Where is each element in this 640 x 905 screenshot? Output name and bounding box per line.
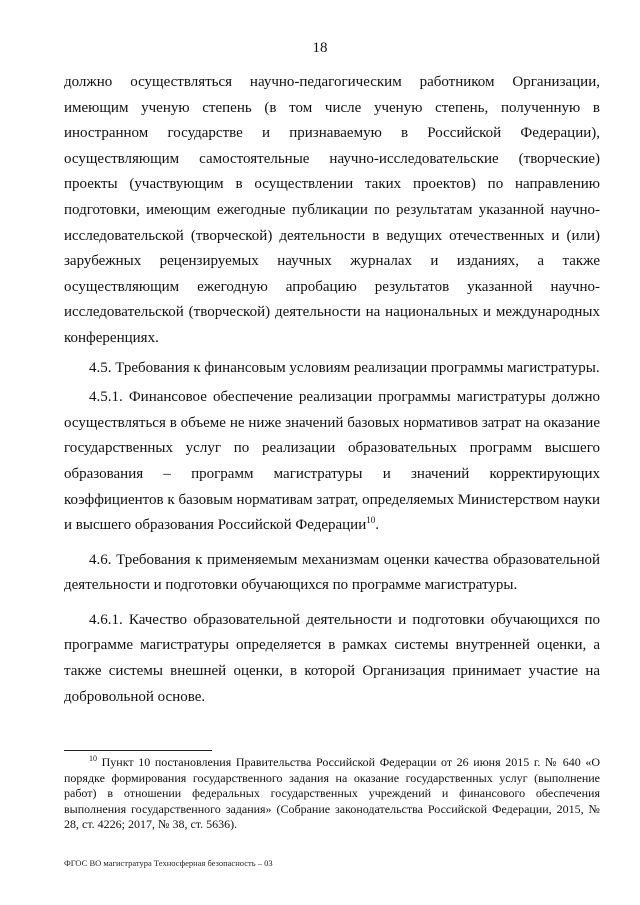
section-4-5-1-text: 4.5.1. Финансовое обеспечение реализации программы магистратуры должно осуществляться в объеме не ниже значений базовых нормативов затрат на оказание государственных услуг по реализации образовательных программ высшего образования – программ магистратуры и значений корректирующих коэффициентов к базовым нормативам затрат, определяемых Министерством науки и высшего образования Российской Федерации [64, 389, 600, 534]
footnote-10 [64, 755, 600, 833]
footnote-reference[interactable]: 10 [366, 515, 376, 526]
section-4-6-1-paragraph: 4.6.1. Качество образовательной деятельности и подготовки обучающихся по программе магистратуры определяется в рамках системы внутренней оценки, а также системы внешней оценки, в которой Организация принимает участие на добровольной основе. [64, 611, 600, 705]
body-text [64, 70, 600, 710]
footnote-marker: 10 [89, 754, 97, 763]
section-4-5-1-period: . [375, 517, 379, 534]
page-number: 18 [312, 40, 328, 56]
section-4-5-1-paragraph [64, 385, 600, 539]
footnote-text: Пункт 10 постановления Правительства Российской Федерации от 26 июня 2015 г. № 640 «О порядке формирования государственного задания на оказание государственных услуг (выполнение работ) в отношении федеральных государственных учреждений и финансового обеспечения выполнения государственного задания» (Собрание законодательства Российской Федерации, 2015, № 28, ст. 4226; 2017, № 38, ст. 5636). [64, 755, 600, 831]
section-4-6-heading: 4.6. Требования к применяемым механизмам оценки качества образовательной деятельности и подготовки обучающихся по программе магистратуры. [64, 551, 600, 594]
paragraph-continuation: должно осуществляться научно-педагогическим работником Организации, имеющим ученую степень (в том числе ученую степень, полученную в иностранном государстве и признаваемую в Российской Федерации), осуществляющим самостоятельные научно-исследовательские (творческие) проекты (участвующим в осуществлении таких проектов) по направлению подготовки, имеющим ежегодные публикации по результатам указанной научно-исследовательской (творческой) деятельности в ведущих отечественных и (или) зарубежных рецензируемых научных журналах и изданиях, а также осуществляющим ежегодную апробацию результатов указанной научно-исследовательской (творческой) деятельности на национальных и международных конференциях. [64, 74, 600, 346]
page-footer: ФГОС ВО магистратура Техносферная безопасность – 03 [64, 858, 273, 868]
footnote-separator [64, 750, 212, 751]
section-4-5-heading: 4.5. Требования к финансовым условиям реализации программы магистратуры. [89, 359, 600, 376]
